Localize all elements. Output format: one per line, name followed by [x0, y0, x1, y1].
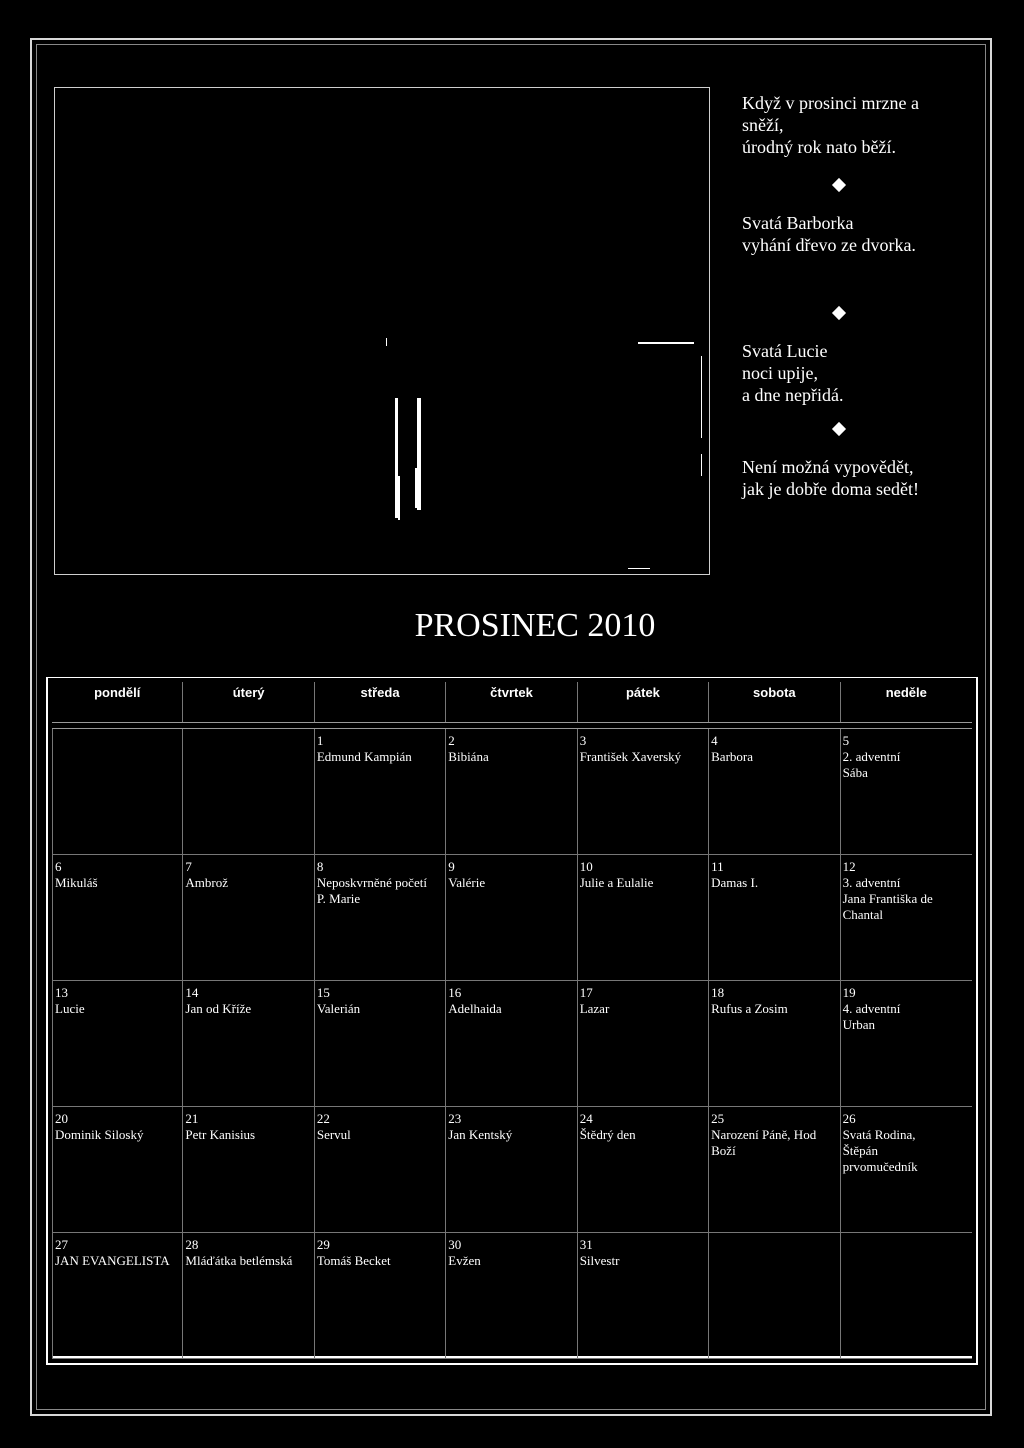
proverb-line: Svatá Barborka	[742, 213, 854, 233]
diamond-icon	[832, 422, 846, 436]
day-name-text: Damas I.	[711, 875, 759, 890]
day-name-saturday: sobota	[709, 682, 840, 722]
calendar-header	[52, 682, 972, 723]
day-name-text: Tomáš Becket	[316, 1253, 391, 1268]
day-cell	[183, 1107, 314, 1233]
day-cell	[446, 981, 577, 1107]
day-cell	[446, 855, 577, 981]
day-cell	[52, 855, 183, 981]
calendar-body	[52, 682, 972, 1359]
diamond-icon	[832, 306, 846, 320]
day-name-wednesday: středa	[315, 682, 446, 722]
day-name-text: Silvestr	[579, 1253, 620, 1268]
calendar	[46, 677, 978, 1365]
day-number: 31	[579, 1237, 593, 1252]
day-name-text: Valerián	[316, 1001, 361, 1016]
photo-mark	[701, 454, 702, 476]
day-cell	[578, 981, 709, 1107]
day-name-text: Barbora	[711, 749, 754, 764]
proverb	[742, 212, 972, 256]
day-cell	[578, 1107, 709, 1233]
photo-mark	[398, 476, 400, 520]
photo-mark	[415, 468, 418, 508]
day-number: 19	[842, 985, 856, 1000]
day-name-text: prvomučedník	[842, 1159, 918, 1174]
diamond-icon	[832, 178, 846, 192]
day-name-text: 3. adventní	[842, 875, 901, 890]
day-name-text: Lucie	[55, 1001, 85, 1016]
day-name-text: JAN EVANGELISTA	[55, 1253, 170, 1268]
day-name-text: Neposkvrněné početí	[316, 875, 427, 890]
day-name-text: František Xaverský	[579, 749, 682, 764]
day-cell	[315, 1107, 446, 1233]
day-name-text: Valérie	[448, 875, 486, 890]
day-cell	[183, 729, 314, 855]
day-number: 25	[711, 1111, 725, 1126]
photo-mark	[386, 338, 387, 346]
day-name-tuesday: úterý	[183, 682, 314, 722]
photo-mark	[628, 568, 650, 569]
day-cell	[578, 729, 709, 855]
day-name-text: Jan od Kříže	[185, 1001, 252, 1016]
day-name-text: Štěpán	[842, 1143, 878, 1158]
day-number: 12	[842, 859, 856, 874]
proverb-line: úrodný rok nato běží.	[742, 137, 896, 157]
day-cell	[183, 855, 314, 981]
day-cell	[709, 1107, 840, 1233]
day-name-text: P. Marie	[316, 891, 361, 906]
day-name-friday: pátek	[578, 682, 709, 722]
day-number: 21	[185, 1111, 199, 1126]
proverb	[742, 92, 972, 158]
day-name-text: 2. adventní	[842, 749, 901, 764]
day-name-text: Rufus a Zosim	[711, 1001, 788, 1016]
day-name-text: Servul	[316, 1127, 351, 1142]
calendar-grid	[52, 728, 972, 1356]
proverb-line: Svatá Lucie	[742, 341, 828, 361]
day-cell	[709, 1233, 840, 1359]
day-cell	[709, 729, 840, 855]
day-cell	[446, 1233, 577, 1359]
day-cell	[315, 1233, 446, 1359]
day-number: 1	[316, 733, 324, 748]
proverbs-column	[742, 92, 972, 500]
day-number: 18	[711, 985, 725, 1000]
day-name-text: Chantal	[842, 907, 883, 922]
day-number: 23	[448, 1111, 462, 1126]
day-number: 4	[711, 733, 718, 748]
day-cell	[841, 729, 972, 855]
day-cell	[183, 1233, 314, 1359]
day-number: 5	[842, 733, 850, 748]
day-cell	[52, 1233, 183, 1359]
day-number: 20	[55, 1111, 68, 1126]
proverb-line: Když v prosinci mrzne a	[742, 93, 919, 113]
day-number: 28	[185, 1237, 199, 1252]
day-cell	[709, 855, 840, 981]
photo-mark	[638, 342, 694, 344]
day-name-monday: pondělí	[52, 682, 183, 722]
proverb-line: jak je dobře doma sedět!	[742, 479, 919, 499]
day-number: 17	[579, 985, 593, 1000]
day-name-text: Sába	[842, 765, 868, 780]
proverb-line: noci upije,	[742, 363, 818, 383]
day-number: 14	[185, 985, 199, 1000]
day-name-text: Adelhaida	[448, 1001, 502, 1016]
day-number: 11	[711, 859, 724, 874]
day-number: 9	[448, 859, 455, 874]
day-name-text: Jan Kentský	[448, 1127, 513, 1142]
day-number: 30	[448, 1237, 462, 1252]
day-name-text: 4. adventní	[842, 1001, 901, 1016]
day-name-text: Petr Kanisius	[185, 1127, 256, 1142]
day-name-text: Mikuláš	[55, 875, 98, 890]
day-cell	[709, 981, 840, 1107]
day-name-text: Edmund Kampián	[316, 749, 412, 764]
day-name-text: Dominik Siloský	[55, 1127, 144, 1142]
proverb-line: vyhání dřevo ze dvorka.	[742, 235, 916, 255]
day-number: 27	[55, 1237, 68, 1252]
day-name-text: Narození Páně, Hod	[711, 1127, 817, 1142]
proverb	[742, 456, 972, 500]
day-name-text: Boží	[711, 1143, 736, 1158]
day-cell	[446, 1107, 577, 1233]
day-cell	[841, 981, 972, 1107]
photo-frame	[54, 87, 710, 575]
proverb-line: a dne nepřidá.	[742, 385, 844, 405]
day-number: 8	[316, 859, 324, 874]
day-name-text: Lazar	[579, 1001, 610, 1016]
day-cell	[841, 1233, 972, 1359]
day-cell	[578, 855, 709, 981]
day-number: 7	[185, 859, 192, 874]
day-cell	[315, 981, 446, 1107]
day-name-thursday: čtvrtek	[446, 682, 577, 722]
day-number: 26	[842, 1111, 856, 1126]
day-cell	[841, 1107, 972, 1233]
day-cell	[52, 981, 183, 1107]
proverb	[742, 340, 972, 406]
day-name-text: Jana Františka de	[842, 891, 933, 906]
day-name-text: Ambrož	[185, 875, 229, 890]
day-number: 2	[448, 733, 455, 748]
day-number: 3	[579, 733, 587, 748]
day-number: 22	[316, 1111, 330, 1126]
day-cell	[315, 729, 446, 855]
day-number: 13	[55, 985, 68, 1000]
month-title: PROSINEC 2010	[414, 607, 656, 644]
day-number: 16	[448, 985, 462, 1000]
day-cell	[578, 1233, 709, 1359]
photo-mark	[701, 356, 702, 438]
day-name-text: Bibiána	[448, 749, 489, 764]
day-cell	[446, 729, 577, 855]
day-number: 10	[579, 859, 593, 874]
day-name-text: Urban	[842, 1017, 876, 1032]
day-cell	[52, 1107, 183, 1233]
day-name-sunday: neděle	[885, 685, 927, 700]
day-number: 29	[316, 1237, 330, 1252]
day-name-text: Evžen	[448, 1253, 481, 1268]
proverb-line: sněží,	[742, 115, 784, 135]
day-name-text: Štědrý den	[579, 1127, 636, 1142]
day-cell	[315, 855, 446, 981]
day-number: 24	[579, 1111, 593, 1126]
day-cell	[841, 855, 972, 981]
day-cell	[183, 981, 314, 1107]
day-number: 15	[316, 985, 330, 1000]
day-name-text: Julie a Eulalie	[579, 875, 654, 890]
day-cell	[52, 729, 183, 855]
day-number: 6	[55, 859, 62, 874]
day-name-text: Mláďátka betlémská	[185, 1253, 293, 1268]
proverb-line: Není možná vypovědět,	[742, 457, 914, 477]
day-name-text: Svatá Rodina,	[842, 1127, 916, 1142]
